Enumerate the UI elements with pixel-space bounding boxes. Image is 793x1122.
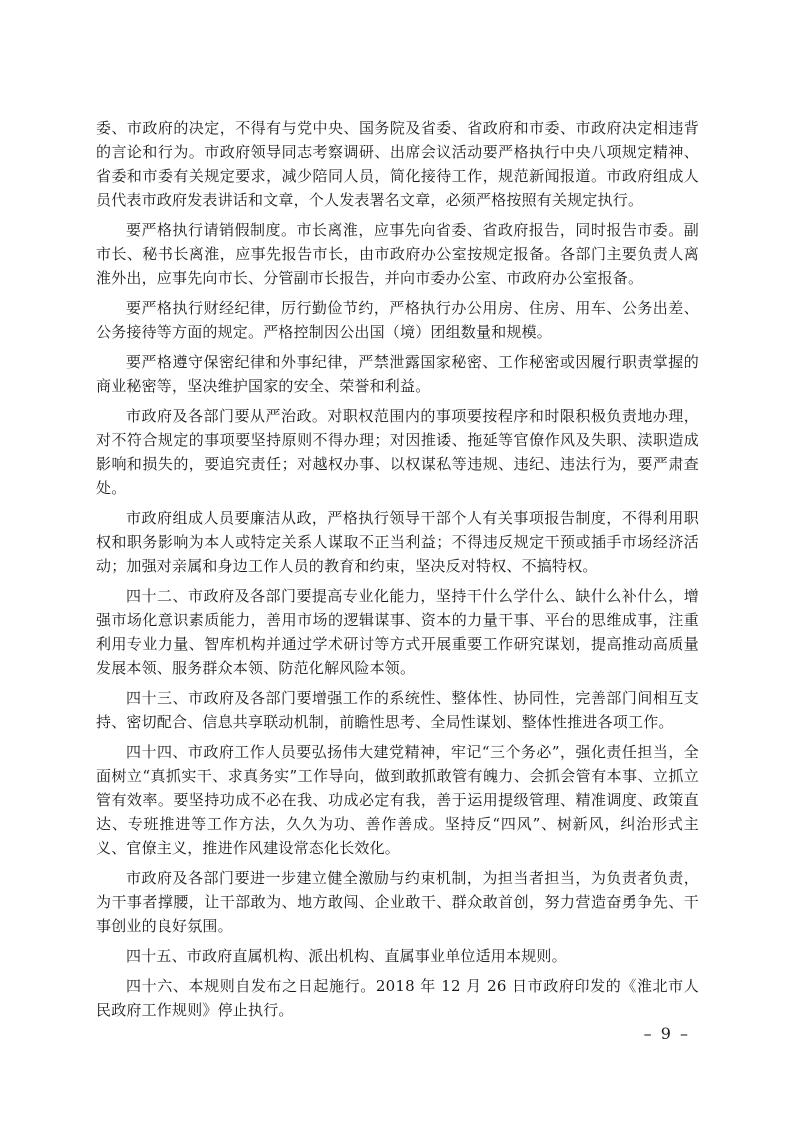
paragraph-strict-governance: 市政府及各部门要从严治政。对职权范围内的事项要按程序和时限积极负责地办理，对不符合规定的事项要坚持原则不得办理；对因推诿、拖延等官僚作风及失职、渎职造成影响和损失的，要追究责任；对越权办事、以权谋私等违规、违纪、违法行为，要严肃查处。 [96, 407, 699, 497]
paragraph-article-45: 四十五、市政府直属机构、派出机构、直属事业单位适用本规则。 [126, 947, 567, 965]
document-body [96, 116, 699, 1028]
paragraph-continuation: 委、市政府的决定，不得有与党中央、国务院及省委、省政府和市委、市政府决定相违背的言论和行为。市政府领导同志考察调研、出席会议活动要严格执行中央八项规定精神、省委和市委有关规定要求，减少陪同人员，简化接待工作，规范新闻报道。市政府组成人员代表市政府发表讲话和文章，个人发表署名文章，必须严格按照有关规定执行。 [96, 119, 699, 209]
paragraph-article-46: 四十六、本规则自发布之日起施行。2018 年 12 月 26 日市政府印发的《淮北市人民政府工作规则》停止执行。 [96, 977, 699, 1019]
paragraph-article-44: 四十四、市政府工作人员要弘扬伟大建党精神，牢记“三个务必”，强化责任担当，全面树立“真抓实干、求真务实”工作导向，做到敢抓敢管有魄力、会抓会管有本事、立抓立管有效率。要坚持功成不必在我、功成必定有我，善于运用提级管理、精准调度、政策直达、专班推进等工作方法，久久为功、善作善成。坚持反“四风”、树新风，纠治形式主义、官僚主义，推进作风建设常态化长效化。 [96, 743, 699, 857]
paragraph-integrity: 市政府组成人员要廉洁从政，严格执行领导干部个人有关事项报告制度，不得利用职权和职务影响为本人或特定关系人谋取不正当利益；不得违反规定干预或插手市场经济活动；加强对亲属和身边工作人员的教育和约束，坚决反对特权、不搞特权。 [96, 509, 699, 575]
paragraph-leave-system: 要严格执行请销假制度。市长离淮，应事先向省委、省政府报告，同时报告市委。副市长、秘书长离淮，应事先报告市长，由市政府办公室按规定报备。各部门主要负责人离淮外出，应事先向市长、分管副市长报告，并向市委办公室、市政府办公室报备。 [96, 221, 699, 287]
paragraph-incentive-mechanism: 市政府及各部门要进一步建立健全激励与约束机制，为担当者担当，为负责者负责，为干事者撑腰，让干部敢为、地方敢闯、企业敢干、群众敢首创，努力营造奋勇争先、干事创业的良好氛围。 [96, 869, 699, 935]
paragraph-financial-discipline: 要严格执行财经纪律，厉行勤俭节约，严格执行办公用房、住房、用车、公务出差、公务接待等方面的规定。严格控制因公出国（境）团组数量和规模。 [96, 299, 699, 341]
page-number: – 9 – [643, 1024, 690, 1043]
paragraph-confidentiality: 要严格遵守保密纪律和外事纪律，严禁泄露国家秘密、工作秘密或因履行职责掌握的商业秘密等，坚决维护国家的安全、荣誉和利益。 [96, 353, 699, 395]
paragraph-article-42: 四十二、市政府及各部门要提高专业化能力，坚持干什么学什么、缺什么补什么，增强市场化意识素质能力，善用市场的逻辑谋事、资本的力量干事、平台的思维成事，注重利用专业力量、智库机构并通过学术研讨等方式开展重要工作研究谋划，提高推动高质量发展本领、服务群众本领、防范化解风险本领。 [96, 587, 699, 677]
paragraph-article-43: 四十三、市政府及各部门要增强工作的系统性、整体性、协同性，完善部门间相互支持、密切配合、信息共享联动机制，前瞻性思考、全局性谋划、整体性推进各项工作。 [96, 689, 699, 731]
